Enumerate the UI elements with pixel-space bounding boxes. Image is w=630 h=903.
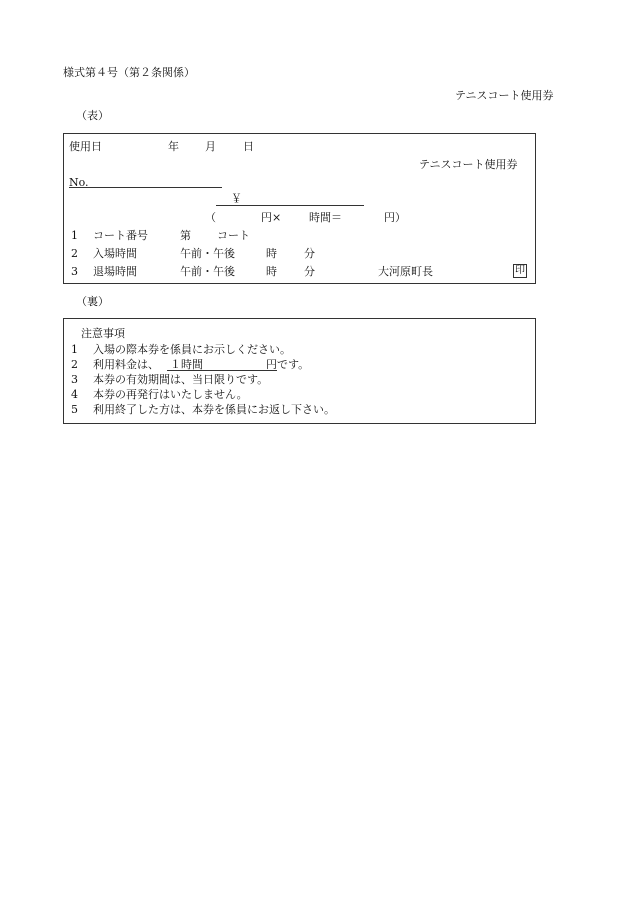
notice-3-text: 本券の有効期間は、当日限りです。: [93, 373, 269, 386]
calc-open: （: [205, 211, 216, 224]
number-label: No.: [69, 176, 89, 189]
notice-5-text: 利用終了した方は、本券を係員にお返し下さい。: [93, 403, 335, 416]
ticket-front-box: [63, 133, 536, 284]
notice-2-hour: １時間: [170, 358, 203, 371]
entry-time-label: 入場時間: [93, 247, 137, 260]
row-2-number: 2: [71, 247, 78, 260]
notice-2-text-post: 円です。: [266, 358, 310, 371]
form-number: 様式第４号（第２条関係）: [63, 66, 195, 79]
court-number-label: コート番号: [93, 229, 148, 242]
number-underline: [69, 187, 222, 188]
exit-time-label: 退場時間: [93, 265, 137, 278]
yen-mark: ￥: [231, 192, 242, 205]
amount-underline: [216, 205, 364, 206]
fee-underline: [167, 370, 277, 371]
notice-4-number: 4: [71, 388, 78, 401]
ticket-title: テニスコート使用券: [419, 158, 518, 171]
front-section-label: （表）: [76, 109, 109, 122]
notice-2-number: 2: [71, 358, 78, 371]
entry-ampm: 午前・午後: [180, 247, 235, 260]
exit-minute: 分: [304, 265, 315, 278]
notice-1-number: 1: [71, 343, 78, 356]
notice-2-text-pre: 利用料金は、: [93, 358, 159, 371]
notice-1-text: 入場の際本券を係員にお示しください。: [93, 343, 291, 356]
calc-yen-close: 円）: [384, 211, 406, 224]
day-label: 日: [243, 140, 254, 153]
court-label: コート: [217, 229, 250, 242]
seal-mark: 印: [515, 265, 525, 276]
usage-date-label: 使用日: [69, 140, 102, 153]
exit-ampm: 午前・午後: [180, 265, 235, 278]
notice-5-number: 5: [71, 403, 78, 416]
calc-hours-equals: 時間＝: [309, 211, 342, 224]
notice-4-text: 本券の再発行はいたしません。: [93, 388, 248, 401]
notice-3-number: 3: [71, 373, 78, 386]
court-dai: 第: [180, 229, 191, 242]
entry-hour: 時: [266, 247, 277, 260]
issuer-name: 大河原町長: [378, 265, 433, 278]
month-label: 月: [205, 140, 216, 153]
calc-yen-times: 円×: [261, 211, 282, 224]
entry-minute: 分: [304, 247, 315, 260]
notice-title: 注意事項: [81, 327, 125, 340]
exit-hour: 時: [266, 265, 277, 278]
row-1-number: 1: [71, 229, 78, 242]
back-section-label: （裏）: [76, 295, 109, 308]
year-label: 年: [168, 140, 179, 153]
row-3-number: 3: [71, 265, 78, 278]
document-title: テニスコート使用券: [455, 89, 554, 102]
